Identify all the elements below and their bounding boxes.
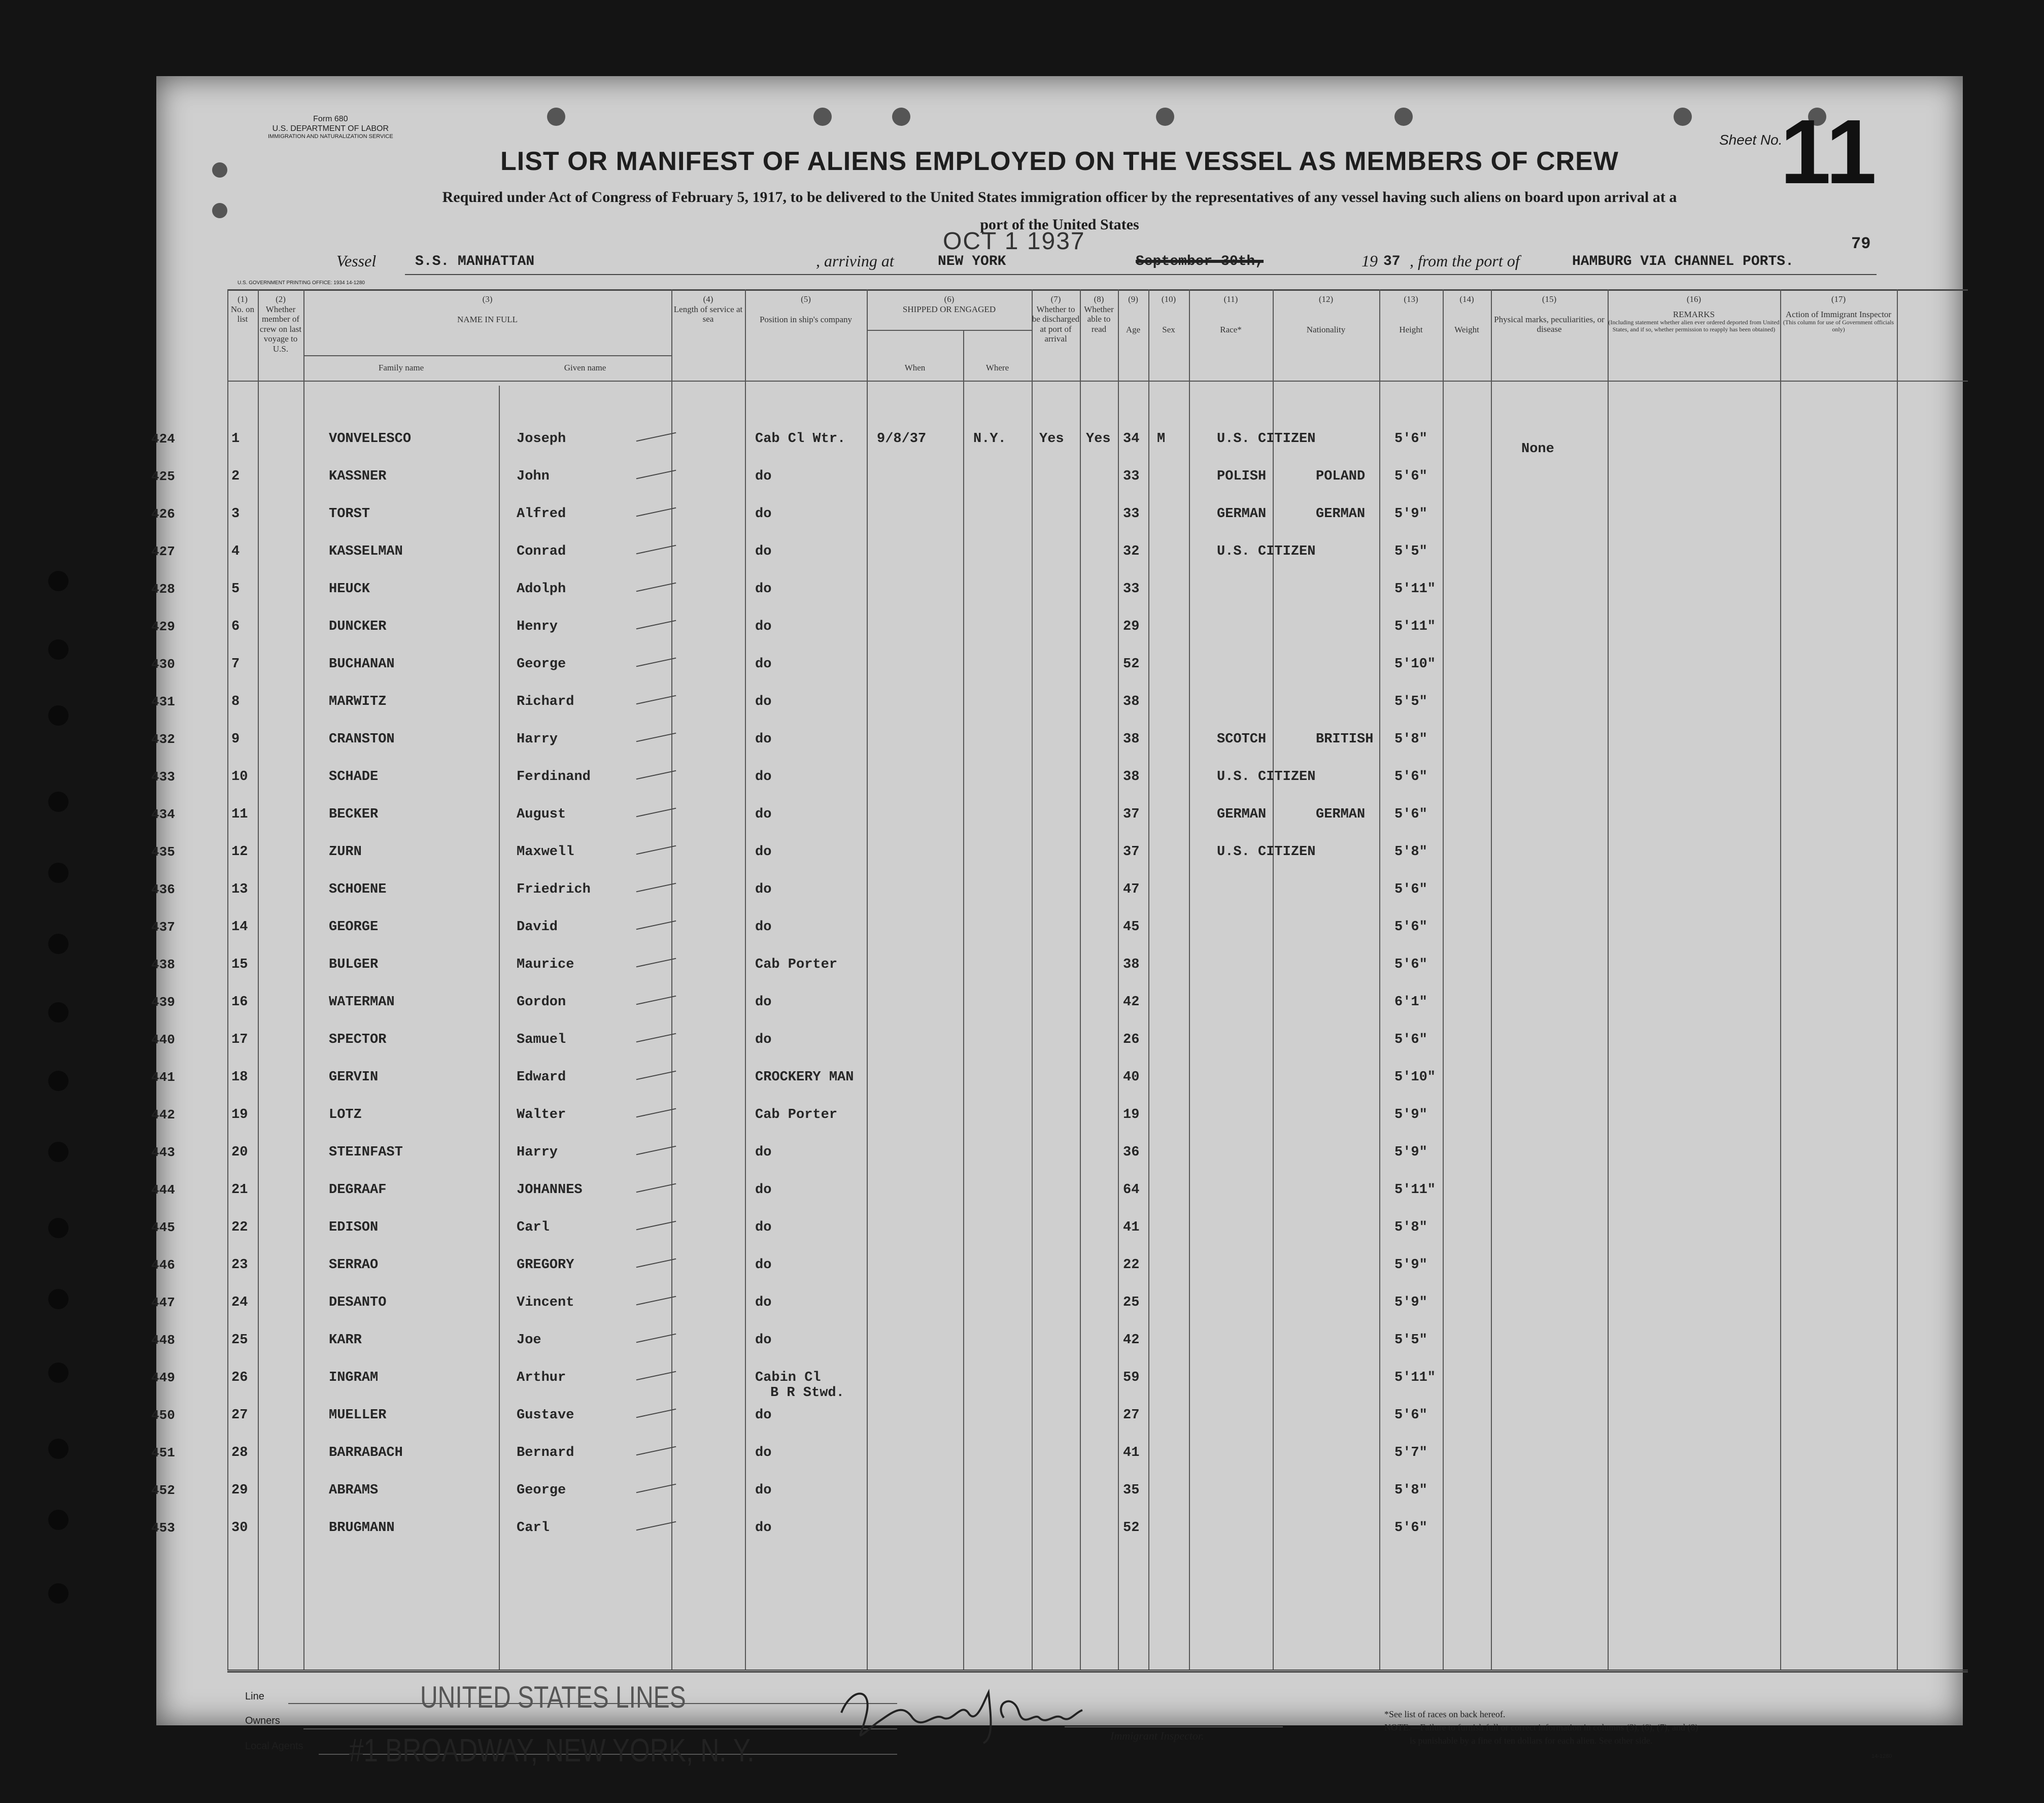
given-name: Adolph xyxy=(517,582,566,597)
race: GERMAN xyxy=(1217,506,1267,522)
given-name: Bernard xyxy=(517,1445,574,1460)
position: do xyxy=(755,1483,772,1498)
address-stamp: #1 BROADWAY, NEW YORK, N. Y. xyxy=(349,1732,755,1768)
age: 52 xyxy=(1123,657,1140,672)
row-number: 3 xyxy=(231,506,240,522)
family-name: WATERMAN xyxy=(329,995,395,1010)
row-number: 2 xyxy=(231,469,240,484)
sex: M xyxy=(1157,431,1166,447)
given-name: Walter xyxy=(517,1107,566,1122)
binder-hole xyxy=(892,108,910,126)
family-name: MUELLER xyxy=(329,1408,387,1423)
given-name: David xyxy=(517,920,558,935)
height: 5'11" xyxy=(1394,582,1436,597)
race: GERMAN xyxy=(1217,807,1267,822)
row-ref: 438 xyxy=(151,957,175,972)
position: do xyxy=(755,1182,772,1198)
given-name: Harry xyxy=(517,732,558,747)
from-port-label: , from the port of xyxy=(1410,252,1520,270)
age: 52 xyxy=(1123,1520,1140,1536)
height: 5'6" xyxy=(1394,769,1427,785)
nationality: BRITISH xyxy=(1316,732,1374,747)
position: do xyxy=(755,769,772,785)
binder-hole xyxy=(1674,108,1692,126)
row-ref: 443 xyxy=(151,1145,175,1160)
age: 26 xyxy=(1123,1032,1140,1047)
row-number: 12 xyxy=(231,844,248,860)
inspector-label: Immigrant Inspector. xyxy=(1110,1729,1204,1742)
row-ref: 451 xyxy=(151,1445,175,1460)
row-ref: 448 xyxy=(151,1333,175,1348)
position: Cab Porter xyxy=(755,1107,838,1122)
family-name: MARWITZ xyxy=(329,694,387,709)
able-to-read: Yes xyxy=(1086,431,1111,447)
row-number: 20 xyxy=(231,1145,248,1160)
col-4-header: (4) Length of service at sea xyxy=(673,294,743,324)
age: 25 xyxy=(1123,1295,1140,1310)
given-name: Maurice xyxy=(517,957,574,972)
row-number: 26 xyxy=(231,1370,248,1385)
row-ref: 429 xyxy=(151,619,175,634)
given-name: Alfred xyxy=(517,506,566,522)
height: 5'5" xyxy=(1394,694,1427,709)
position: do xyxy=(755,1145,772,1160)
penalty-note-2: is punishable by a fine of ten dollars for each alien. See other side. xyxy=(1410,1736,1653,1746)
row-ref: 445 xyxy=(151,1220,175,1235)
position: do xyxy=(755,1257,772,1273)
family-name: TORST xyxy=(329,506,370,522)
given-name: John xyxy=(517,469,550,484)
arrival-year: 37 xyxy=(1383,254,1401,269)
page-title: LIST OR MANIFEST OF ALIENS EMPLOYED ON THE VESSEL AS MEMBERS OF CREW xyxy=(500,147,1619,176)
height: 5'11" xyxy=(1394,1370,1436,1385)
family-name: INGRAM xyxy=(329,1370,379,1385)
department-name: U.S. DEPARTMENT OF LABOR xyxy=(272,124,389,133)
row-number: 19 xyxy=(231,1107,248,1122)
page-number: 79 xyxy=(1851,234,1871,253)
subtitle: Required under Act of Congress of February 5, 1917, to be delivered to the United States immigration officer by the representatives of any vessel having such aliens on board upon arrival at a xyxy=(442,189,1677,206)
family-name-header: Family name xyxy=(378,363,424,372)
position: do xyxy=(755,732,772,747)
position: Cabin Cl xyxy=(755,1370,821,1385)
binder-hole xyxy=(813,108,832,126)
row-number: 27 xyxy=(231,1408,248,1423)
height: 5'6" xyxy=(1394,431,1427,447)
col-17-header: (17) Action of Immigrant Inspector (This column for use of Government officials only) xyxy=(1783,294,1894,333)
col-1-header: (1) No. on list xyxy=(230,294,255,324)
age: 42 xyxy=(1123,1333,1140,1348)
row-number: 16 xyxy=(231,995,248,1010)
row-ref: 435 xyxy=(151,844,175,860)
age: 38 xyxy=(1123,957,1140,972)
given-name: George xyxy=(517,1483,566,1498)
race: U.S. CITIZEN xyxy=(1217,431,1316,447)
given-name: Richard xyxy=(517,694,574,709)
row-number: 15 xyxy=(231,957,248,972)
row-number: 25 xyxy=(231,1333,248,1348)
height: 5'6" xyxy=(1394,1408,1427,1423)
family-name: KARR xyxy=(329,1333,362,1348)
height: 5'6" xyxy=(1394,882,1427,897)
row-ref: 446 xyxy=(151,1257,175,1273)
row-number: 11 xyxy=(231,807,248,822)
family-name: DESANTO xyxy=(329,1295,387,1310)
manifest-sheet xyxy=(151,76,1963,1768)
row-ref: 433 xyxy=(151,769,175,785)
row-ref: 437 xyxy=(151,920,175,935)
date-stamp: OCT 1 1937 xyxy=(943,228,1085,255)
height: 5'11" xyxy=(1394,619,1436,634)
age: 42 xyxy=(1123,995,1140,1010)
height: 5'9" xyxy=(1394,1257,1427,1273)
row-ref: 453 xyxy=(151,1520,175,1536)
arriving-label: , arriving at xyxy=(816,252,894,270)
height: 5'9" xyxy=(1394,1295,1427,1310)
height: 5'10" xyxy=(1394,1070,1436,1085)
family-name: HEUCK xyxy=(329,582,370,597)
family-name: ZURN xyxy=(329,844,362,860)
family-name: SERRAO xyxy=(329,1257,379,1273)
row-number: 4 xyxy=(231,544,240,559)
age: 29 xyxy=(1123,619,1140,634)
age: 36 xyxy=(1123,1145,1140,1160)
binder-hole xyxy=(1156,108,1174,126)
age: 38 xyxy=(1123,732,1140,747)
family-name: EDISON xyxy=(329,1220,379,1235)
row-ref: 440 xyxy=(151,1032,175,1047)
age: 33 xyxy=(1123,582,1140,597)
height: 5'7" xyxy=(1394,1445,1427,1460)
family-name: DUNCKER xyxy=(329,619,387,634)
height: 5'11" xyxy=(1394,1182,1436,1198)
age: 41 xyxy=(1123,1220,1140,1235)
given-name: Conrad xyxy=(517,544,566,559)
position: do xyxy=(755,619,772,634)
family-name: KASSELMAN xyxy=(329,544,403,559)
family-name: LOTZ xyxy=(329,1107,362,1122)
age: 19 xyxy=(1123,1107,1140,1122)
row-ref: 444 xyxy=(151,1182,175,1198)
given-name: Gustave xyxy=(517,1408,574,1423)
position: do xyxy=(755,1295,772,1310)
owners-label: Owners xyxy=(245,1715,280,1726)
race: U.S. CITIZEN xyxy=(1217,844,1316,860)
age: 27 xyxy=(1123,1408,1140,1423)
family-name: BARRABACH xyxy=(329,1445,403,1460)
position: do xyxy=(755,469,772,484)
row-number: 6 xyxy=(231,619,240,634)
row-ref: 432 xyxy=(151,732,175,747)
age: 45 xyxy=(1123,920,1140,935)
col-16-header: (16) REMARKS (Including statement whether alien ever ordered deported from United States, and if so, whether permission to reapply has been obtained) xyxy=(1608,294,1780,333)
form-code: 14-1280 xyxy=(1871,1753,1892,1759)
height: 6'1" xyxy=(1394,995,1427,1010)
position: do xyxy=(755,1445,772,1460)
given-name: Carl xyxy=(517,1220,550,1235)
age: 32 xyxy=(1123,544,1140,559)
row-number: 22 xyxy=(231,1220,248,1235)
given-name: George xyxy=(517,657,566,672)
given-name: Vincent xyxy=(517,1295,574,1310)
height: 5'6" xyxy=(1394,920,1427,935)
height: 5'8" xyxy=(1394,1220,1427,1235)
row-number: 17 xyxy=(231,1032,248,1047)
row-number: 28 xyxy=(231,1445,248,1460)
given-name: JOHANNES xyxy=(517,1182,583,1198)
row-number: 5 xyxy=(231,582,240,597)
position: do xyxy=(755,1220,772,1235)
family-name: VONVELESCO xyxy=(329,431,412,447)
age: 47 xyxy=(1123,882,1140,897)
age: 59 xyxy=(1123,1370,1140,1385)
position: do xyxy=(755,1333,772,1348)
family-name: DEGRAAF xyxy=(329,1182,387,1198)
age: 34 xyxy=(1123,431,1140,447)
arrival-port: NEW YORK xyxy=(938,254,1006,269)
given-name: GREGORY xyxy=(517,1257,574,1273)
col-11-header: (11) Race* xyxy=(1220,294,1242,334)
subtitle-line-2: port of the United States xyxy=(980,216,1139,233)
shipped-where-header: Where xyxy=(985,363,1009,372)
position: do xyxy=(755,544,772,559)
year-prefix: 19 xyxy=(1361,252,1378,270)
position: do xyxy=(755,807,772,822)
height: 5'9" xyxy=(1394,1107,1427,1122)
row-ref: 439 xyxy=(151,995,175,1010)
row-number: 8 xyxy=(231,694,240,709)
row-ref: 450 xyxy=(151,1408,175,1423)
col-2-header: (2) Whether member of crew on last voyage to U.S. xyxy=(259,294,302,354)
age: 33 xyxy=(1123,506,1140,522)
row-ref: 434 xyxy=(151,807,175,822)
penalty-note: NOTE.—Failure to furnish full or correct information in columns (3), (6), (7), and (8) xyxy=(1384,1722,1698,1732)
age: 38 xyxy=(1123,694,1140,709)
family-name: SPECTOR xyxy=(329,1032,387,1047)
height: 5'6" xyxy=(1394,957,1427,972)
row-number: 21 xyxy=(231,1182,248,1198)
row-number: 13 xyxy=(231,882,248,897)
shipped-where: N.Y. xyxy=(973,431,1006,447)
row-ref: 424 xyxy=(151,431,175,447)
age: 37 xyxy=(1123,844,1140,860)
discharged: Yes xyxy=(1039,431,1064,447)
position: do xyxy=(755,694,772,709)
height: 5'5" xyxy=(1394,1333,1427,1348)
height: 5'8" xyxy=(1394,732,1427,747)
row-ref: 452 xyxy=(151,1483,175,1498)
given-name: Samuel xyxy=(517,1032,566,1047)
family-name: BUCHANAN xyxy=(329,657,395,672)
height: 5'8" xyxy=(1394,844,1427,860)
height: 5'8" xyxy=(1394,1483,1427,1498)
col-3-header: (3) NAME IN FULL xyxy=(457,294,518,324)
given-name: Harry xyxy=(517,1145,558,1160)
row-number: 1 xyxy=(231,431,240,447)
row-number: 14 xyxy=(231,920,248,935)
height: 5'10" xyxy=(1394,657,1436,672)
inspector-signature xyxy=(831,1682,1095,1748)
position: do xyxy=(755,1408,772,1423)
col-8-header: (8) Whether able to read xyxy=(1084,294,1114,334)
given-name: Arthur xyxy=(517,1370,566,1385)
nationality: POLAND xyxy=(1316,469,1366,484)
row-ref: 428 xyxy=(151,582,175,597)
col-5-header: (5) Position in ship's company xyxy=(759,294,853,324)
family-name: GEORGE xyxy=(329,920,379,935)
position: do xyxy=(755,506,772,522)
shipped-when: 9/8/37 xyxy=(877,431,927,447)
position: Cab Cl Wtr. xyxy=(755,431,846,447)
col-6-header: (6) SHIPPED OR ENGAGED xyxy=(902,294,996,314)
position: Cab Porter xyxy=(755,957,838,972)
position: do xyxy=(755,657,772,672)
race: SCOTCH xyxy=(1217,732,1267,747)
age: 38 xyxy=(1123,769,1140,785)
family-name: SCHOENE xyxy=(329,882,387,897)
family-name: KASSNER xyxy=(329,469,387,484)
position: do xyxy=(755,1032,772,1047)
given-name: Joe xyxy=(517,1333,541,1348)
family-name: GERVIN xyxy=(329,1070,379,1085)
form-identifier xyxy=(268,114,393,141)
row-number: 9 xyxy=(231,732,240,747)
race: U.S. CITIZEN xyxy=(1217,544,1316,559)
given-name: Gordon xyxy=(517,995,566,1010)
row-ref: 441 xyxy=(151,1070,175,1085)
row-number: 7 xyxy=(231,657,240,672)
col-10-header: (10) Sex xyxy=(1161,294,1176,334)
row-number: 18 xyxy=(231,1070,248,1085)
row-ref: 449 xyxy=(151,1370,175,1385)
given-name: August xyxy=(517,807,566,822)
nationality: GERMAN xyxy=(1316,807,1366,822)
vessel-line-rule xyxy=(405,274,1877,275)
height: 5'6" xyxy=(1394,1032,1427,1047)
given-name: Ferdinand xyxy=(517,769,591,785)
row-number: 23 xyxy=(231,1257,248,1273)
row-number: 30 xyxy=(231,1520,248,1536)
col-15-header: (15) Physical marks, peculiarities, or disease xyxy=(1494,294,1605,334)
row-ref: 430 xyxy=(151,657,175,672)
family-name: BRUGMANN xyxy=(329,1520,395,1536)
header-rule xyxy=(227,381,1968,382)
local-agents-label: Local Agents xyxy=(245,1741,303,1752)
row-ref: 425 xyxy=(151,469,175,484)
position: do xyxy=(755,1520,772,1536)
position: do xyxy=(755,920,772,935)
row-ref: 436 xyxy=(151,882,175,897)
given-name: Edward xyxy=(517,1070,566,1085)
col-12-header: (12) Nationality xyxy=(1306,294,1346,334)
row-ref: 442 xyxy=(151,1107,175,1122)
service-name: IMMIGRATION AND NATURALIZATION SERVICE xyxy=(268,133,393,140)
position-line-2: B R Stwd. xyxy=(770,1385,844,1401)
age: 40 xyxy=(1123,1070,1140,1085)
row-ref: 431 xyxy=(151,694,175,709)
family-name: STEINFAST xyxy=(329,1145,403,1160)
family-name: SCHADE xyxy=(329,769,379,785)
height: 5'6" xyxy=(1394,807,1427,822)
row-ref: 427 xyxy=(151,544,175,559)
height: 5'9" xyxy=(1394,1145,1427,1160)
given-name-header: Given name xyxy=(564,363,606,372)
age: 41 xyxy=(1123,1445,1140,1460)
age: 22 xyxy=(1123,1257,1140,1273)
height: 5'6" xyxy=(1394,469,1427,484)
given-name: Carl xyxy=(517,1520,550,1536)
col-14-header: (14) Weight xyxy=(1454,294,1479,334)
printing-office-line: U.S. GOVERNMENT PRINTING OFFICE: 1934 14-1280 xyxy=(237,280,365,286)
vessel-name: S.S. MANHATTAN xyxy=(415,254,535,269)
height: 5'6" xyxy=(1394,1520,1427,1536)
family-name: BULGER xyxy=(329,957,379,972)
col-9-header: (9) Age xyxy=(1126,294,1141,334)
height: 5'5" xyxy=(1394,544,1427,559)
race: U.S. CITIZEN xyxy=(1217,769,1316,785)
family-name: ABRAMS xyxy=(329,1483,379,1498)
col-13-header: (13) Height xyxy=(1399,294,1423,334)
nationality: GERMAN xyxy=(1316,506,1366,522)
sheet-label: Sheet No. xyxy=(1719,132,1783,148)
row-number: 29 xyxy=(231,1483,248,1498)
line-stamp: UNITED STATES LINES xyxy=(420,1680,686,1714)
arrival-date-struck: September 30th, xyxy=(1136,254,1264,269)
binder-hole xyxy=(547,108,565,126)
family-name: CRANSTON xyxy=(329,732,395,747)
race-note: *See list of races on back hereof. xyxy=(1384,1709,1506,1719)
position: do xyxy=(755,582,772,597)
form-number: Form 680 xyxy=(313,115,348,123)
position: CROCKERY MAN xyxy=(755,1070,854,1085)
position: do xyxy=(755,995,772,1010)
given-name: Maxwell xyxy=(517,844,574,860)
race: POLISH xyxy=(1217,469,1267,484)
age: 64 xyxy=(1123,1182,1140,1198)
given-name: Friedrich xyxy=(517,882,591,897)
family-name: BECKER xyxy=(329,807,379,822)
row-ref: 447 xyxy=(151,1295,175,1310)
line-label: Line xyxy=(245,1691,264,1702)
given-name: Joseph xyxy=(517,431,566,447)
age: 37 xyxy=(1123,807,1140,822)
given-name: Henry xyxy=(517,619,558,634)
shipped-when-header: When xyxy=(904,363,926,372)
vessel-label: Vessel xyxy=(336,252,377,270)
departure-port: HAMBURG VIA CHANNEL PORTS. xyxy=(1572,254,1794,269)
physical-marks: None xyxy=(1521,441,1554,457)
height: 5'9" xyxy=(1394,506,1427,522)
row-number: 10 xyxy=(231,769,248,785)
age: 35 xyxy=(1123,1483,1140,1498)
manifest-table xyxy=(227,289,1968,1673)
position: do xyxy=(755,844,772,860)
age: 33 xyxy=(1123,469,1140,484)
position: do xyxy=(755,882,772,897)
row-number: 24 xyxy=(231,1295,248,1310)
sheet-number: 11 xyxy=(1780,101,1877,203)
binder-hole xyxy=(1394,108,1413,126)
col-7-header: (7) Whether to be discharged at port of arrival xyxy=(1032,294,1080,344)
row-ref: 426 xyxy=(151,506,175,522)
